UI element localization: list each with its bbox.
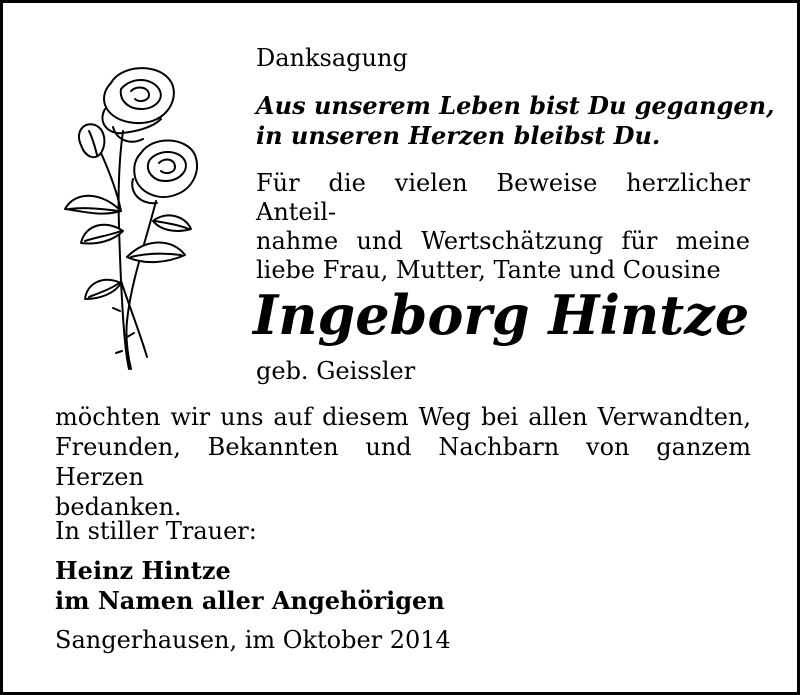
signer-note: im Namen aller Angehörigen: [55, 586, 445, 615]
deceased-name: Ingeborg Hintze: [253, 283, 750, 347]
place-date: Sangerhausen, im Oktober 2014: [55, 626, 451, 654]
body-line: bedanken.: [55, 493, 182, 521]
body-line: möchten wir uns auf diesem Weg bei allen Verwandten,: [55, 403, 751, 431]
thanks-paragraph: [256, 169, 750, 285]
thanks-line: liebe Frau, Mutter, Tante und Cousine: [256, 256, 721, 284]
maiden-name: geb. Geissler: [256, 357, 416, 385]
mourning-label: In stiller Trauer:: [55, 517, 257, 545]
thanks-line: Für die vielen Beweise herzlicher Anteil-: [256, 169, 750, 226]
verse-line: in unseren Herzen bleibst Du.: [256, 121, 661, 150]
memorial-verse: [256, 91, 774, 151]
rose-icon: [61, 61, 211, 373]
signer-name: Heinz Hintze: [55, 556, 231, 585]
notice-heading: Danksagung: [256, 44, 408, 72]
thanks-line: nahme und Wertschätzung für meine: [256, 227, 750, 255]
body-line: Freunden, Bekannten und Nachbarn von ganzem Herzen: [55, 433, 751, 491]
body-paragraph: [55, 402, 751, 522]
signers: [55, 556, 445, 616]
verse-line: Aus unserem Leben bist Du gegangen,: [256, 91, 775, 120]
